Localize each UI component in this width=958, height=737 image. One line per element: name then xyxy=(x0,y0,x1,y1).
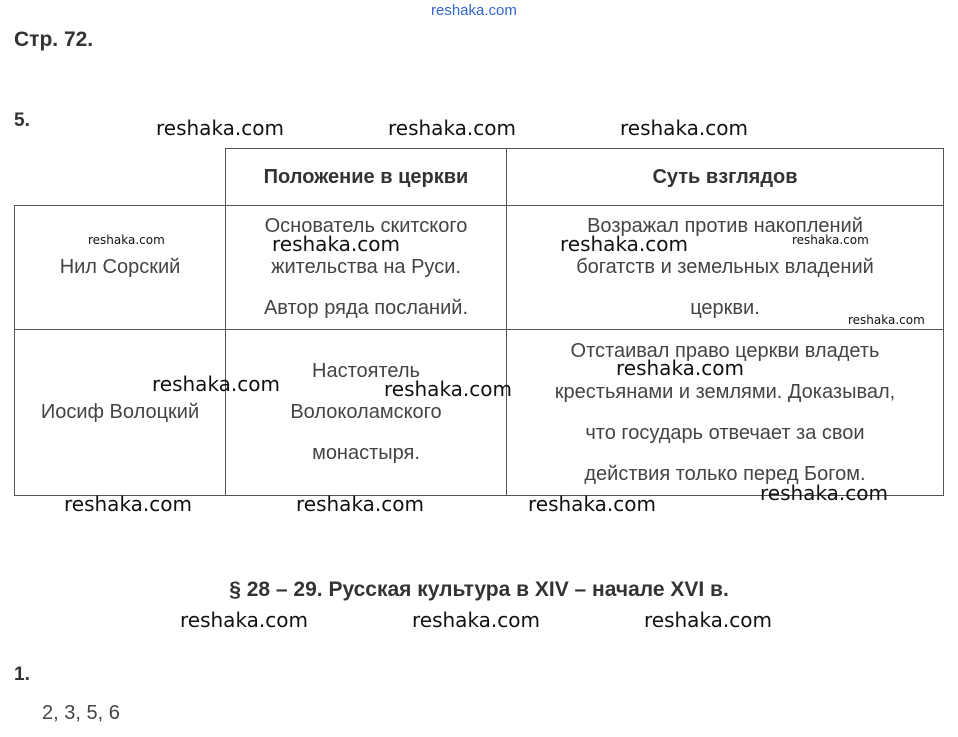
views-line: что государь отвечает за свои xyxy=(585,421,865,444)
position-line: Волоколамского xyxy=(290,401,442,423)
header-views: Суть взглядов xyxy=(507,149,944,206)
watermark: reshaka.com xyxy=(180,608,308,632)
watermark: reshaka.com xyxy=(156,116,284,140)
watermark: reshaka.com xyxy=(792,233,869,247)
views-line: Отстаивал право церкви владеть xyxy=(570,339,880,362)
watermark: reshaka.com xyxy=(848,313,925,327)
views-line: богатств и земельных владений xyxy=(576,256,874,278)
watermark: reshaka.com xyxy=(616,356,744,380)
views-line: Возражал против накоплений xyxy=(587,215,863,237)
table-row xyxy=(15,206,944,330)
position-line: монастыря. xyxy=(312,442,420,464)
views-line: церкви. xyxy=(690,297,760,319)
views-table xyxy=(14,148,944,496)
watermark: reshaka.com xyxy=(560,232,688,256)
section-title: § 28 – 29. Русская культура в XIV – начале XVI в. xyxy=(229,578,729,601)
views-line: крестьянами и землями. Доказывал, xyxy=(554,380,896,403)
position-line: Настоятель xyxy=(312,360,420,382)
watermark: reshaka.com xyxy=(644,608,772,632)
position-line: Автор ряда посланий. xyxy=(263,297,469,319)
page-label: Стр. 72. xyxy=(14,28,94,51)
header-position: Положение в церкви xyxy=(226,149,507,206)
table-row xyxy=(15,330,944,496)
position-cell xyxy=(226,206,507,330)
task-1-answer: 2, 3, 5, 6 xyxy=(42,702,120,724)
watermark: reshaka.com xyxy=(384,377,512,401)
table-header-row xyxy=(15,149,944,206)
watermark: reshaka.com xyxy=(760,481,888,505)
watermark: reshaka.com xyxy=(296,492,424,516)
header-empty-cell xyxy=(15,149,226,206)
watermark: reshaka.com xyxy=(88,233,165,247)
position-line: жительства на Руси. xyxy=(271,256,461,278)
person-name: Иосиф Волоцкий xyxy=(15,330,226,496)
views-cell xyxy=(507,330,944,496)
person-name: Нил Сорский xyxy=(15,206,226,330)
watermark: reshaka.com xyxy=(388,116,516,140)
site-header-link[interactable]: reshaka.com xyxy=(431,2,517,19)
position-line: Основатель скитского xyxy=(264,215,468,237)
watermark: reshaka.com xyxy=(620,116,748,140)
views-line: действия только перед Богом. xyxy=(584,462,866,485)
watermark: reshaka.com xyxy=(64,492,192,516)
task-5-number: 5. xyxy=(14,110,30,131)
watermark: reshaka.com xyxy=(528,492,656,516)
views-cell xyxy=(507,206,944,330)
watermark: reshaka.com xyxy=(272,232,400,256)
watermark: reshaka.com xyxy=(412,608,540,632)
task-1-number: 1. xyxy=(14,664,30,685)
position-cell xyxy=(226,330,507,496)
watermark: reshaka.com xyxy=(152,372,280,396)
